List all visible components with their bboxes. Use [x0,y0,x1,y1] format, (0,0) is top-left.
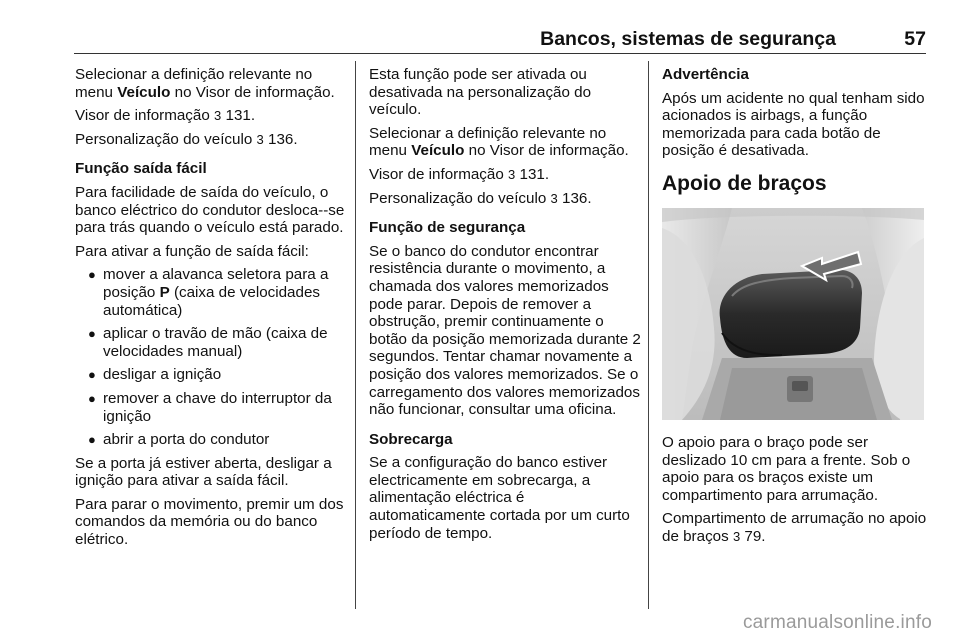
paragraph: Selecionar a definição relevante no menu Veículo no Visor de informação. [369,124,629,160]
paragraph: O apoio para o braço pode ser deslizado 10 cm para a frente. Sob o apoio para os braços existe um compartimento para arrumação. [662,433,911,504]
warning-title: Advertência [662,66,749,83]
section-heading: Função saída fácil [75,160,207,178]
section-heading: Sobrecarga [369,430,453,448]
cross-reference[interactable]: Visor de informação 3 131. [369,165,550,183]
paragraph: Para parar o movimento, premir um dos comandos da memória ou do banco elétrico. [75,495,344,549]
list-item: ● abrir a porta do condutor [88,431,270,449]
reference-arrow-icon: 3 [214,108,222,124]
section-title: Apoio de braços [662,171,827,195]
reference-arrow-icon: 3 [732,528,741,544]
column-divider [648,61,649,609]
column-divider [355,61,356,609]
list-item: ● remover a chave do interruptor da ignição [88,389,332,425]
bullet-icon: ● [88,367,96,383]
cross-reference[interactable]: Visor de informação 3 131. [75,107,256,125]
page-header [74,26,926,56]
paragraph: Esta função pode ser ativada ou desativada na personalização do veículo. [369,66,592,119]
page-number: 57 [904,28,926,50]
reference-arrow-icon: 3 [508,166,516,182]
reference-arrow-icon: 3 [256,131,264,147]
bullet-icon: ● [88,390,96,406]
cross-reference[interactable]: Compartimento de arrumação no apoio de braços 3 79. [662,510,927,545]
paragraph: Para facilidade de saída do veículo, o banco eléctrico do condutor desloca--se para trás quando o veículo está parado. [75,183,345,237]
section-heading: Função de segurança [369,219,526,237]
column-1 [75,66,347,555]
column-3 [662,66,932,552]
bullet-icon: ● [88,326,96,342]
list-item: ● mover a alavanca seletora para a posição P (caixa de velocidades automática) [88,266,329,319]
paragraph: Se a configuração do banco estiver electricamente em sobrecarga, a alimentação eléctrica é automaticamente cortada por um curto período de tempo. [369,454,630,542]
column-2 [369,66,641,548]
armrest-image [662,208,924,420]
cross-reference[interactable]: Personalização do veículo 3 136. [369,189,592,207]
list-item: ● aplicar o travão de mão (caixa de velocidades manual) [88,325,328,360]
warning-text: Após um acidente no qual tenham sido acionados is airbags, a função memorizada para cada botão de posição é desativada. [662,89,925,160]
bullet-list [75,266,347,448]
reference-arrow-icon: 3 [550,190,558,206]
bullet-icon: ● [88,432,96,448]
paragraph: Para ativar a função de saída fácil: [75,242,309,260]
header-rule [74,53,926,54]
list-item: ● desligar a ignição [88,366,222,384]
paragraph: Se o banco do condutor encontrar resistência durante o movimento, a chamada dos valores memorizados pode parar. Depois de remover a obstrução, premir continuamente o botão da posição memorizada durante 2 segundos. Tentar chamar novamente a posição dos valores memorizados. Se o carregamento dos valores memorizados não funcionar, consultar uma oficina. [369,242,641,419]
paragraph: Se a porta já estiver aberta, desligar a ignição para ativar a saída fácil. [75,454,332,490]
watermark: carmanualsonline.info [742,612,932,633]
paragraph: Selecionar a definição relevante no menu Veículo no Visor de informação. [75,66,335,101]
page-title: Bancos, sistemas de segurança [540,28,836,50]
cross-reference[interactable]: Personalização do veículo 3 136. [75,130,298,148]
bullet-icon: ● [88,267,96,283]
